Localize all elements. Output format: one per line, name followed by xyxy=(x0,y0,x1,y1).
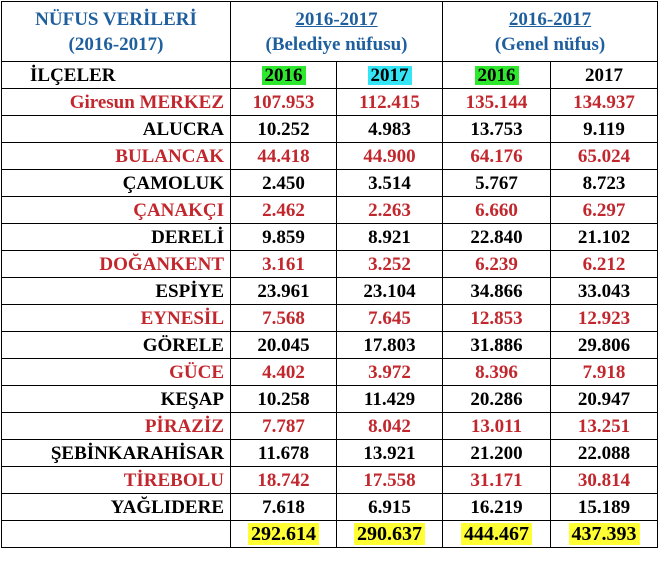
district-name: DERELİ xyxy=(2,224,231,251)
population-cell-b2017: 8.042 xyxy=(337,413,443,440)
population-cell-b2016: 44.418 xyxy=(231,143,337,170)
district-name: EYNESİL xyxy=(2,305,231,332)
population-cell-b2017: 3.514 xyxy=(337,170,443,197)
group1-line1: 2016-2017 xyxy=(295,8,378,30)
table-row xyxy=(2,224,658,251)
table-row xyxy=(2,467,658,494)
population-cell-b2017: 44.900 xyxy=(337,143,443,170)
population-cell-b2016: 10.252 xyxy=(231,116,337,143)
total-value: 444.467 xyxy=(461,523,532,545)
group2-line1: 2016-2017 xyxy=(508,8,592,30)
population-cell-g2016: 135.144 xyxy=(443,89,551,116)
population-cell-g2017: 134.937 xyxy=(551,89,658,116)
title-line1: NÜFUS VERİLERİ xyxy=(35,8,197,30)
population-cell-g2016: 22.840 xyxy=(443,224,551,251)
total-cell-b2017 xyxy=(337,521,443,548)
district-name: Giresun MERKEZ xyxy=(2,89,231,116)
population-cell-b2016: 107.953 xyxy=(231,89,337,116)
column-header-general-2016 xyxy=(443,62,551,89)
table-row xyxy=(2,197,658,224)
population-cell-g2017: 15.189 xyxy=(551,494,658,521)
population-cell-g2017: 65.024 xyxy=(551,143,658,170)
population-cell-g2017: 33.043 xyxy=(551,278,658,305)
population-cell-b2016: 23.961 xyxy=(231,278,337,305)
population-cell-b2016: 3.161 xyxy=(231,251,337,278)
district-name: DOĞANKENT xyxy=(2,251,231,278)
table-row xyxy=(2,143,658,170)
year-label: 2016 xyxy=(475,66,519,85)
table-title xyxy=(2,2,231,62)
district-name: ÇAMOLUK xyxy=(2,170,231,197)
totals-label-cell xyxy=(2,521,231,548)
population-cell-b2016: 2.462 xyxy=(231,197,337,224)
population-cell-b2016: 11.678 xyxy=(231,440,337,467)
population-cell-g2016: 16.219 xyxy=(443,494,551,521)
year-label: 2017 xyxy=(368,66,412,85)
population-cell-g2016: 13.753 xyxy=(443,116,551,143)
population-cell-b2016: 7.787 xyxy=(231,413,337,440)
population-cell-b2016: 2.450 xyxy=(231,170,337,197)
population-cell-g2016: 8.396 xyxy=(443,359,551,386)
population-cell-b2016: 20.045 xyxy=(231,332,337,359)
population-cell-b2017: 6.915 xyxy=(337,494,443,521)
column-header-districts: İLÇELER xyxy=(2,62,231,89)
population-cell-g2016: 31.171 xyxy=(443,467,551,494)
year-label: 2017 xyxy=(585,64,623,86)
population-cell-g2016: 5.767 xyxy=(443,170,551,197)
group1-line2: (Belediye nüfusu) xyxy=(265,33,408,55)
group-header-municipal xyxy=(231,2,443,62)
population-cell-b2017: 7.645 xyxy=(337,305,443,332)
district-name: KEŞAP xyxy=(2,386,231,413)
population-cell-g2016: 31.886 xyxy=(443,332,551,359)
table-row xyxy=(2,116,658,143)
district-name: ALUCRA xyxy=(2,116,231,143)
population-cell-b2017: 11.429 xyxy=(337,386,443,413)
table-row xyxy=(2,413,658,440)
group-header-general xyxy=(443,2,658,62)
population-cell-b2016: 18.742 xyxy=(231,467,337,494)
population-cell-b2017: 13.921 xyxy=(337,440,443,467)
population-cell-g2017: 12.923 xyxy=(551,305,658,332)
population-cell-b2017: 3.972 xyxy=(337,359,443,386)
population-table xyxy=(1,1,658,548)
total-cell-g2016 xyxy=(443,521,551,548)
total-value: 437.393 xyxy=(569,523,640,545)
column-header-municipal-2016 xyxy=(231,62,337,89)
district-name: GÖRELE xyxy=(2,332,231,359)
district-name: ŞEBİNKARAHİSAR xyxy=(2,440,231,467)
table-row xyxy=(2,278,658,305)
table-row xyxy=(2,359,658,386)
population-cell-g2017: 29.806 xyxy=(551,332,658,359)
population-cell-b2017: 2.263 xyxy=(337,197,443,224)
table-row xyxy=(2,305,658,332)
column-header-general-2017 xyxy=(551,62,658,89)
table-row xyxy=(2,494,658,521)
district-name: GÜCE xyxy=(2,359,231,386)
population-cell-b2017: 8.921 xyxy=(337,224,443,251)
population-cell-b2017: 17.558 xyxy=(337,467,443,494)
table-row xyxy=(2,332,658,359)
total-value: 290.637 xyxy=(354,523,425,545)
population-cell-g2017: 6.212 xyxy=(551,251,658,278)
population-cell-b2016: 10.258 xyxy=(231,386,337,413)
population-cell-b2017: 3.252 xyxy=(337,251,443,278)
population-cell-g2016: 13.011 xyxy=(443,413,551,440)
population-cell-g2016: 6.660 xyxy=(443,197,551,224)
population-cell-g2017: 30.814 xyxy=(551,467,658,494)
population-cell-b2016: 7.568 xyxy=(231,305,337,332)
district-name: PİRAZİZ xyxy=(2,413,231,440)
district-name: YAĞLIDERE xyxy=(2,494,231,521)
population-cell-g2016: 12.853 xyxy=(443,305,551,332)
population-cell-g2016: 34.866 xyxy=(443,278,551,305)
table-row xyxy=(2,386,658,413)
population-cell-b2016: 4.402 xyxy=(231,359,337,386)
population-cell-g2017: 13.251 xyxy=(551,413,658,440)
total-cell-g2017 xyxy=(551,521,658,548)
district-name: BULANCAK xyxy=(2,143,231,170)
column-header-municipal-2017 xyxy=(337,62,443,89)
district-name: TİREBOLU xyxy=(2,467,231,494)
population-cell-g2017: 21.102 xyxy=(551,224,658,251)
group2-line2: (Genel nüfus) xyxy=(494,33,606,55)
population-cell-b2017: 112.415 xyxy=(337,89,443,116)
year-label: 2016 xyxy=(262,66,306,85)
title-line2: (2016-2017) xyxy=(68,33,164,55)
district-name: ÇANAKÇI xyxy=(2,197,231,224)
population-cell-g2016: 6.239 xyxy=(443,251,551,278)
population-cell-g2017: 20.947 xyxy=(551,386,658,413)
population-cell-b2017: 4.983 xyxy=(337,116,443,143)
population-cell-g2017: 6.297 xyxy=(551,197,658,224)
population-cell-g2016: 21.200 xyxy=(443,440,551,467)
population-cell-g2017: 22.088 xyxy=(551,440,658,467)
totals-row xyxy=(2,521,658,548)
population-cell-g2016: 20.286 xyxy=(443,386,551,413)
population-cell-g2016: 64.176 xyxy=(443,143,551,170)
table-row xyxy=(2,251,658,278)
population-cell-b2016: 9.859 xyxy=(231,224,337,251)
table-row xyxy=(2,440,658,467)
population-cell-g2017: 7.918 xyxy=(551,359,658,386)
district-name: ESPİYE xyxy=(2,278,231,305)
population-cell-g2017: 9.119 xyxy=(551,116,658,143)
population-cell-b2017: 17.803 xyxy=(337,332,443,359)
table-row xyxy=(2,89,658,116)
population-cell-g2017: 8.723 xyxy=(551,170,658,197)
total-value: 292.614 xyxy=(248,523,319,545)
population-cell-b2016: 7.618 xyxy=(231,494,337,521)
table-row xyxy=(2,170,658,197)
total-cell-b2016 xyxy=(231,521,337,548)
population-cell-b2017: 23.104 xyxy=(337,278,443,305)
